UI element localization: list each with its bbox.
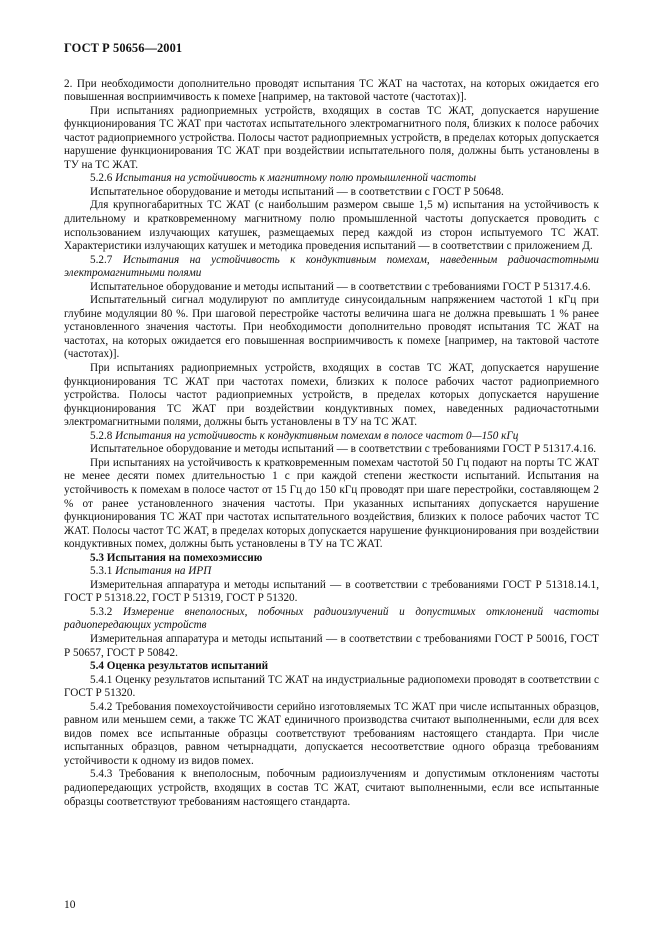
- subsection-heading: [64, 172, 599, 186]
- subsection-title: Испытания на ИРП: [115, 565, 212, 578]
- paragraph: 5.4.1 Оценку результатов испытаний ТС ЖАТ на индустриальные радиопомехи проводят в соответствии с ГОСТ Р 51320.: [64, 673, 599, 700]
- subsection-heading: [64, 254, 599, 281]
- subsection-heading: [64, 565, 599, 579]
- section-heading: 5.3 Испытания на помехоэмиссию: [90, 551, 263, 564]
- subsection-number: 5.2.6: [90, 172, 113, 185]
- subsection-number: 5.2.7: [90, 253, 113, 266]
- subsection-heading: [64, 430, 599, 444]
- paragraph: Испытательное оборудование и методы испытаний — в соответствии с требованиями ГОСТ Р 51317.4.6.: [90, 280, 591, 293]
- subsection-number: 5.2.8: [90, 429, 113, 442]
- page-number: 10: [64, 899, 76, 911]
- document-header: ГОСТ Р 50656—2001: [64, 41, 183, 55]
- paragraph: 5.4.2 Требования помехоустойчивости серийно изготовляемых ТС ЖАТ при числе испытанных образцов, равном или меньшем семи, а также ТС ЖАТ единичного производства считают выполненными, если для всех видов помех все испытанные образцы соответствуют требованиям настоящего стандарта. При числе испытанных образцов, равном четырнадцати, допускается несоответствие одного образца требованиям устойчивости к одному из видов помех.: [64, 700, 599, 767]
- paragraph: Испытательный сигнал модулируют по амплитуде синусоидальным напряжением частотой 1 кГц при глубине модуляции 80 %. При шаговой перестройке частоты величина шага не должна превышать 1 % ранее установленного значения частоты. При необходимости дополнительно проводят испытания ТС ЖАТ на частотах, на которых ожидается его повышенная восприимчивость к помехе [например, на тактовой частоте (частотах)].: [64, 294, 599, 361]
- paragraph: Испытательное оборудование и методы испытаний — в соответствии с требованиями ГОСТ Р 51317.4.16.: [90, 443, 597, 456]
- subsection-title: Испытания на устойчивость к кондуктивным помехам, наведенным радиочастотными электромагнитными полями: [64, 253, 599, 280]
- subsection-title: Испытания на устойчивость к кондуктивным помехам в полосе частот 0—150 кГц: [115, 429, 519, 442]
- paragraph: При испытаниях радиоприемных устройств, входящих в состав ТС ЖАТ, допускается нарушение функционирования ТС ЖАТ при частотах испытательного электромагнитного поля, близких к полосе рабочих частот радиоприемного устройства. Полосы частот радиоприемных устройств, в пределах которых допускается нарушение функционирования ТС ЖАТ при воздействии испытательного поля, должны быть установлены в ТУ на ТС ЖАТ.: [64, 104, 599, 171]
- paragraph: 5.4.3 Требования к внеполосным, побочным радиоизлучениям и допустимым отклонениям частоты радиопередающих устройств, входящих в состав ТС ЖАТ, считают выполненными, если все испытанные образцы соответствуют требованиям настоящего стандарта.: [64, 768, 599, 808]
- document-body: [64, 78, 599, 810]
- paragraph: Измерительная аппаратура и методы испытаний — в соответствии с требованиями ГОСТ Р 51318.14.1, ГОСТ Р 51318.22, ГОСТ Р 51319, ГОСТ Р 51320.: [64, 578, 599, 605]
- section-heading: 5.4 Оценка результатов испытаний: [90, 660, 269, 673]
- paragraph: Испытательное оборудование и методы испытаний — в соответствии с ГОСТ Р 50648.: [90, 185, 504, 198]
- subsection-title: Измерение внеполосных, побочных радиоизлучений и допустимых отклонений частоты радиопередающих устройств: [64, 605, 599, 632]
- paragraph: При испытаниях радиоприемных устройств, входящих в состав ТС ЖАТ, допускается нарушение функционирования ТС ЖАТ при частотах помехи, близких к полосе рабочих частот радиоприемного устройства. Полосы частот радиоприемных устройств, в пределах которых допускается нарушение функционирования ТС ЖАТ при воздействии кондуктивных помех, наведенных радиочастотными электромагнитными полями, должны быть установлены в ТУ на ТС ЖАТ.: [64, 362, 599, 429]
- paragraph: Измерительная аппаратура и методы испытаний — в соответствии с требованиями ГОСТ Р 50016, ГОСТ Р 50657, ГОСТ Р 50842.: [64, 632, 599, 659]
- paragraph: При испытаниях на устойчивость к кратковременным помехам частотой 50 Гц подают на порты ТС ЖАТ не менее десяти помех длительностью 1 с при каждой степени жесткости испытаний. Испытания на устойчивость к помехам в полосе частот от 15 Гц до 150 кГц проводят при шаге перестройки, составляющем 2 % от ранее установленного значения частоты. При указанных испытаниях допускается нарушение функционирования ТС ЖАТ при частотах испытательного воздействия, близких к полосе рабочих частот ТС ЖАТ. Полосы частот ТС ЖАТ, в пределах которых допускается нарушение функционирования при воздействии кондуктивных помех, должны быть установлены в ТУ на ТС ЖАТ.: [64, 456, 599, 551]
- subsection-heading: [64, 606, 599, 633]
- subsection-title: Испытания на устойчивость к магнитному полю промышленной частоты: [115, 172, 477, 185]
- paragraph: Для крупногабаритных ТС ЖАТ (с наибольшим размером свыше 1,5 м) испытания на устойчивость к длительному и кратковременному магнитному полю промышленной частоты допускается проводить с использованием излучающих катушек, размещаемых перед каждой из сторон испытуемого ТС ЖАТ. Характеристики излучающих катушек и методика проведения испытаний — в соответствии с приложением Д.: [64, 199, 599, 253]
- paragraph: 2. При необходимости дополнительно проводят испытания ТС ЖАТ на частотах, на которых ожидается его повышенная восприимчивость к помехе [например, на тактовой частоте (частотах)].: [64, 77, 599, 104]
- subsection-number: 5.3.1: [90, 565, 113, 578]
- subsection-number: 5.3.2: [90, 605, 113, 618]
